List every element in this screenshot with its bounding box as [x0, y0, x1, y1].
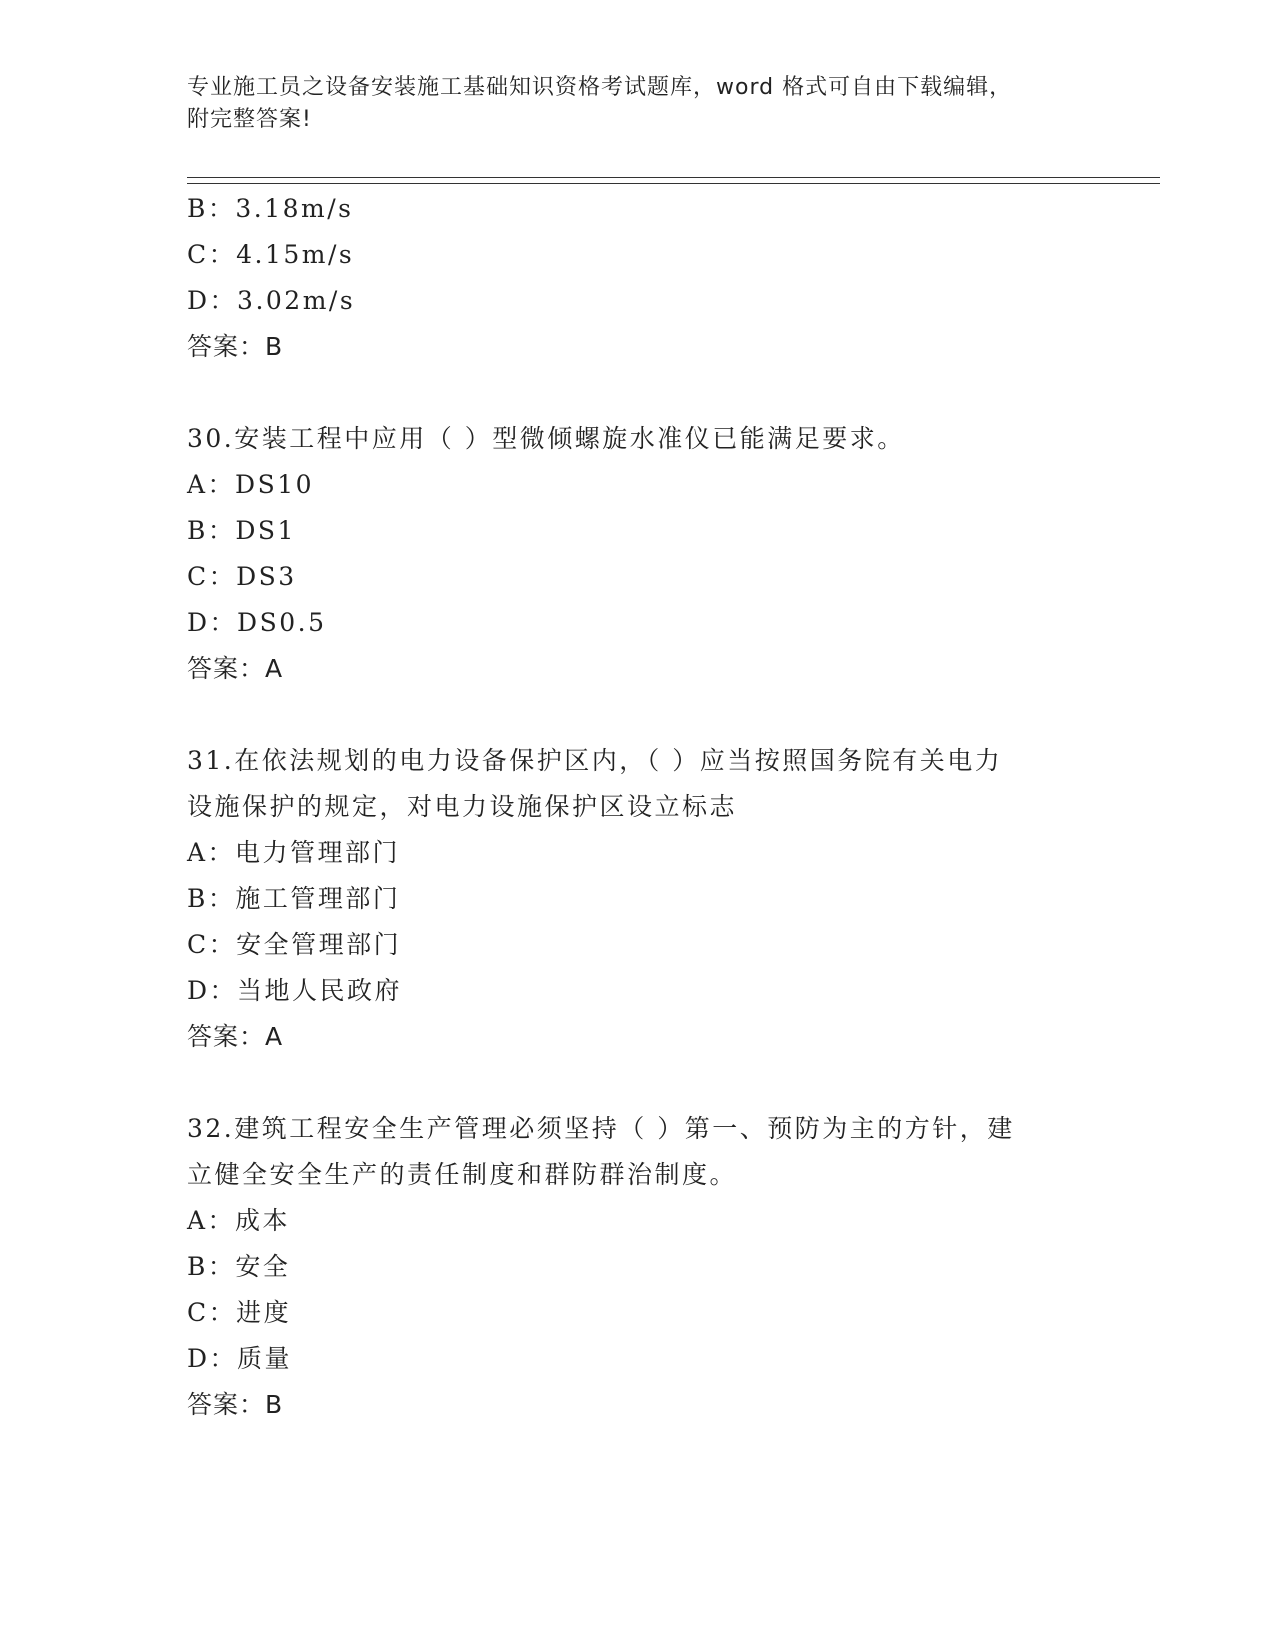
spacer [187, 692, 1087, 738]
question-text-line-2: 设施保护的规定，对电力设施保护区设立标志 [187, 792, 738, 821]
spacer [187, 1060, 1087, 1106]
question-text-line-2: 立健全安全生产的责任制度和群防群治制度。 [187, 1160, 738, 1189]
option-a: A：DS10 [187, 470, 315, 499]
question-text: 30.安装工程中应用（ ）型微倾螺旋水准仪已能满足要求。 [187, 424, 905, 453]
option-b: B：3.18m/s [187, 194, 354, 223]
question-text-line-1: 32.建筑工程安全生产管理必须坚持（ ）第一、预防为主的方针，建 [187, 1114, 1015, 1143]
option-b: B：施工管理部门 [187, 884, 401, 913]
option-a: A：成本 [187, 1206, 291, 1235]
question-32 [187, 1106, 1087, 1428]
option-d: D：质量 [187, 1344, 293, 1373]
question-text-line-1: 31.在依法规划的电力设备保护区内，（ ）应当按照国务院有关电力 [187, 746, 1003, 775]
option-d: D：当地人民政府 [187, 976, 403, 1005]
option-d: D：3.02m/s [187, 286, 356, 315]
option-a: A：电力管理部门 [187, 838, 401, 867]
option-c: C：4.15m/s [187, 240, 355, 269]
option-d: D：DS0.5 [187, 608, 327, 637]
question-list [187, 186, 1087, 1428]
document-header [187, 72, 1087, 136]
previous-question-tail [187, 186, 1087, 370]
option-c: C：安全管理部门 [187, 930, 402, 959]
option-c: C：DS3 [187, 562, 297, 591]
header-line-2: 附完整答案! [187, 107, 312, 132]
option-c: C：进度 [187, 1298, 292, 1327]
option-b: B：DS1 [187, 516, 296, 545]
answer-line: 答案：B [187, 1390, 284, 1419]
header-divider-bottom [187, 183, 1160, 184]
answer-line: 答案：B [187, 332, 284, 361]
question-31 [187, 738, 1087, 1060]
answer-line: 答案：A [187, 654, 284, 683]
header-divider-top [187, 177, 1160, 178]
spacer [187, 370, 1087, 416]
header-line-1: 专业施工员之设备安装施工基础知识资格考试题库，word 格式可自由下载编辑， [187, 75, 1013, 100]
question-30 [187, 416, 1087, 692]
option-b: B：安全 [187, 1252, 291, 1281]
answer-line: 答案：A [187, 1022, 284, 1051]
